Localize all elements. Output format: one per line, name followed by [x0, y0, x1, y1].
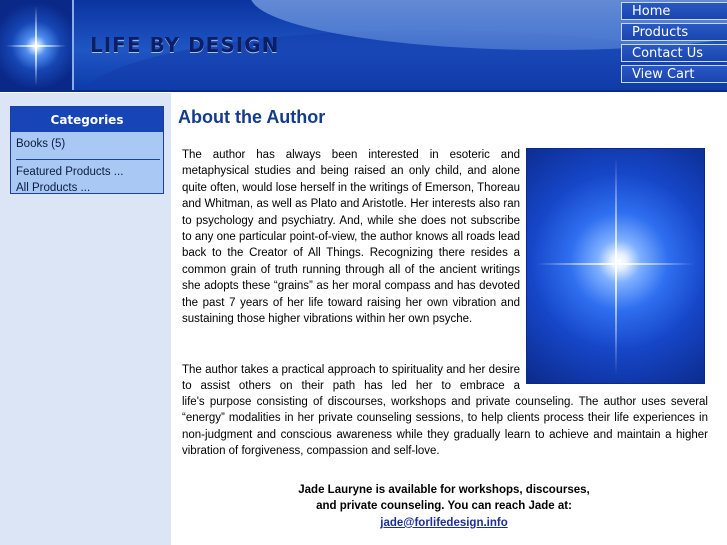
category-all-products-link[interactable]: All Products ...: [16, 182, 91, 194]
about-paragraph-1: The author has always been interested in esoteric and metaphysical studies and being raised an only child, and alone quite often, would lose herself in the writings of Emerson, Thoreau and Whitman, as well as Plato and Aristotle. Her interests also ran to psychology and psychiatry. And, while she does not subscribe to any one particular point-of-view, the author knows all roads lead back to the Creator of All Things. Recognizing there resides a common grain of truth running through all of the ancient writings she adopts these “grains” as her moral compass and has devoted the past 7 years of her life toward raising her own vibration and sustaining those higher vibrations within her own psyche.: [182, 149, 520, 326]
image-ray-vertical: [615, 157, 617, 375]
nav-products-button[interactable]: Products: [621, 23, 727, 41]
categories-heading: Categories: [11, 107, 163, 132]
contact-line-1: Jade Lauryne is available for workshops, discourses,: [298, 484, 590, 496]
category-featured-products-link[interactable]: Featured Products ...: [16, 166, 124, 178]
category-books-link[interactable]: Books (5): [16, 138, 66, 150]
sidebar: [0, 93, 171, 545]
about-paragraph-2-start: The author takes a practical approach to spirituality and her desire to assist others on their path has led her to embrace a: [182, 364, 520, 393]
site-header: [0, 0, 727, 92]
email-link[interactable]: jade@forlifedesign.info: [380, 516, 508, 529]
light-burst-icon: [0, 0, 72, 92]
nav-contact-us-button[interactable]: Contact Us: [621, 44, 727, 62]
category-divider: [16, 159, 160, 160]
page-title: About the Author: [178, 107, 326, 127]
header-bottom-rule: [0, 90, 727, 92]
nav-view-cart-button[interactable]: View Cart: [621, 65, 727, 83]
contact-info: [282, 482, 606, 531]
author-image: [526, 148, 705, 384]
contact-line-2: and private counseling. You can reach Jade at:: [316, 500, 572, 513]
categories-box: [10, 106, 164, 194]
nav-home-button[interactable]: Home: [621, 2, 727, 20]
about-paragraph-2-continued: life's purpose consisting of discourses, workshops and private counseling. The author uses several “energy” modalities in her private counseling sessions, to help clients process their life experiences in non-judgment and conscious awareness while they gradually learn to achieve and maintain a higher vibration of forgiveness, compassion and self-love.: [182, 396, 708, 458]
site-title: LIFE BY DESIGN: [90, 33, 280, 57]
header-separator: [72, 0, 74, 92]
flare-vertical: [35, 6, 37, 86]
top-navigation: [621, 2, 727, 86]
